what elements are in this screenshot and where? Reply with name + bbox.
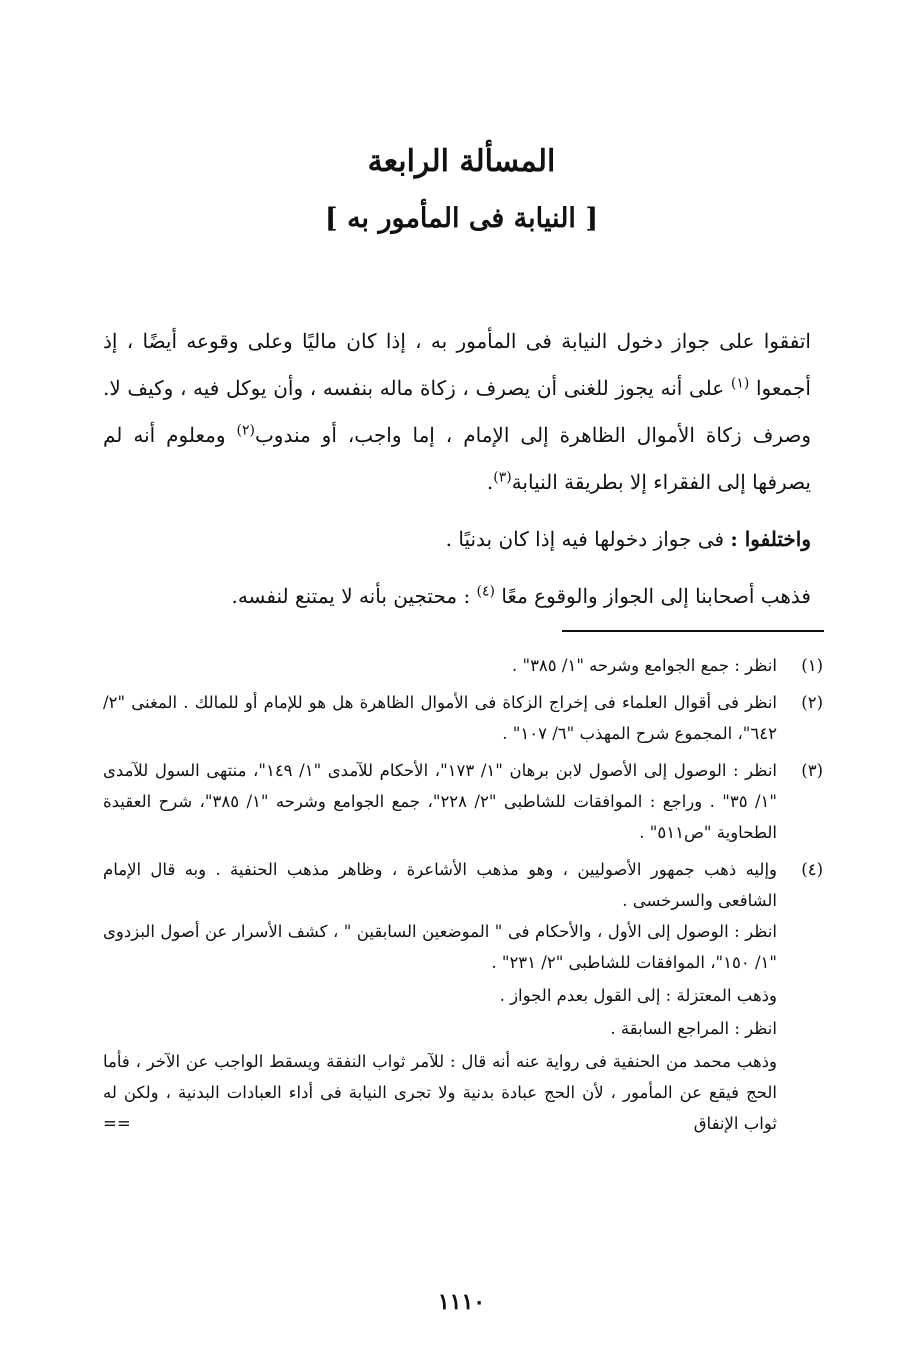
- footnote-number: (١): [801, 656, 823, 675]
- paragraph-3: [103, 573, 811, 620]
- footnote-text: انظر فى أقوال العلماء فى إخراج الزكاة فى الأموال الظاهرة هل هو للإمام أو للمالك . المغنى "٢/ ٦٤٢"، المجموع شرح المهذب "٦/ ١٠٧" .: [103, 693, 777, 743]
- footnote-4-references: انظر : الوصول إلى الأول ، والأحكام فى " الموضعين السابقين " ، كشف الأسرار عن أصول البزدوى "١/ ١٥٠"، الموافقات للشاطبى "٢/ ٢٣١" .: [103, 922, 777, 972]
- footnote-4: [103, 854, 823, 916]
- footnote-divider: [562, 630, 824, 632]
- paragraph-1-part-c: ومعلوم أنه لم يصرفها إلى الفقراء إلا بطريقة النيابة: [103, 423, 811, 494]
- footnote-number: (٢): [801, 693, 823, 712]
- paragraph-1-part-a: اتفقوا على جواز دخول النيابة فى المأمور به ، إذا كان ماليًا وعلى وقوعه أيضًا ، إذ أجمعوا: [103, 329, 811, 400]
- footnote-text: وإليه ذهب جمهور الأصوليين ، وهو مذهب الأشاعرة ، وظاهر مذهب الحنفية . وبه قال الإمام الشافعى والسرخسى .: [103, 860, 777, 910]
- paragraph-2: [103, 516, 811, 563]
- footnote-2: [103, 687, 823, 749]
- footnote-1: [103, 650, 823, 681]
- footnote-3: [103, 755, 823, 848]
- footnote-number: (٣): [801, 761, 823, 780]
- paragraph-2-lead: واختلفوا :: [730, 527, 811, 551]
- footnote-ref-1: (١): [730, 375, 750, 392]
- main-text: [103, 318, 811, 620]
- section-title: المسألة الرابعة: [367, 144, 556, 179]
- footnote-text: انظر : جمع الجوامع وشرحه "١/ ٣٨٥" .: [511, 656, 777, 675]
- footnote-4-mutazila: وذهب المعتزلة : إلى القول بعدم الجواز .: [499, 986, 777, 1005]
- footnote-text: انظر : الوصول إلى الأصول لابن برهان "١/ ١٧٣"، الأحكام للآمدى "١/ ١٤٩"، منتهى السول للآمدى "١/ ٣٥" . وراجع : الموافقات للشاطبى "٢/ ٢٢٨"، جمع الجوامع وشرحه "١/ ٣٨٥"، شرح العقيدة الطحاوية "ص٥١١" .: [103, 761, 777, 842]
- continued-mark: ==: [103, 1114, 131, 1133]
- paragraph-3-part-a: فذهب أصحابنا إلى الجواز والوقوع معًا: [495, 584, 811, 608]
- footnote-ref-3: (٣): [493, 469, 512, 486]
- footnote-4-muhammad-text: وذهب محمد من الحنفية فى رواية عنه أنه قال : للآمر ثواب النفقة ويسقط الواجب عن الآخر ، فأما الحج فيقع عن المأمور ، لأن الحج عبادة بدنية ولا تجرى النيابة فى أداء العبادات البدنية ، ولكن له ثواب الإنفاق: [103, 1052, 777, 1133]
- footnote-number: (٤): [801, 860, 823, 879]
- paragraph-1: [103, 318, 811, 506]
- paragraph-1-part-b: على أنه يجوز للغنى أن يصرف ، زكاة ماله بنفسه ، وأن يوكل فيه ، وكيف لا. وصرف زكاة الأموال الظاهرة إلى الإمام ، إما واجب، أو مندوب: [103, 376, 811, 447]
- footnote-4-muhammad: [103, 1046, 823, 1139]
- section-subtitle: [ النيابة فى المأمور به ]: [324, 203, 599, 234]
- footnotes: [103, 650, 823, 1139]
- footnote-4-see-refs: انظر : المراجع السابقة .: [610, 1019, 777, 1038]
- footnote-ref-2: (٢): [236, 422, 255, 439]
- paragraph-1-part-d: .: [486, 470, 494, 494]
- paragraph-3-part-b: : محتجين بأنه لا يمتنع لنفسه.: [231, 584, 477, 608]
- footnote-ref-4: (٤): [476, 583, 496, 600]
- paragraph-2-text: فى جواز دخولها فيه إذا كان بدنيًا .: [445, 527, 731, 551]
- page-number: ١١١٠: [437, 1289, 486, 1315]
